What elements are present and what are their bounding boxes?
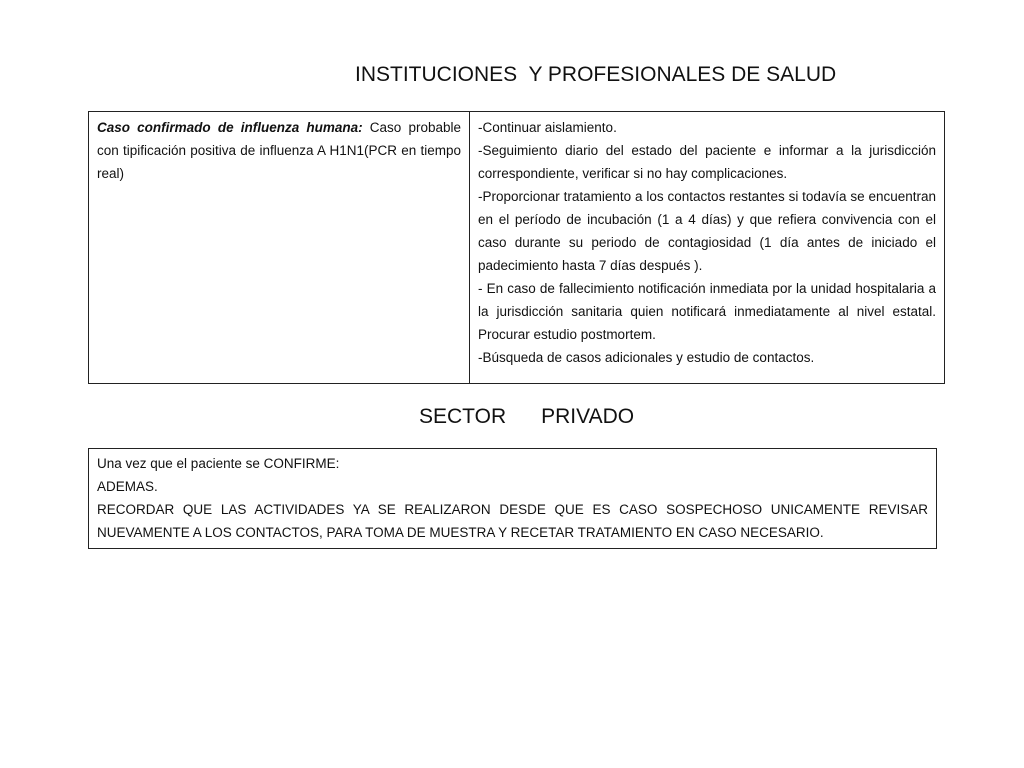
action-item: - En caso de fallecimiento notificación inmediata por la unidad hospitalaria a la jurisdicción sanitaria quien notificará inmediatamente al nivel estatal. Procurar estudio postmortem. — [478, 281, 936, 342]
table-row — [89, 112, 945, 384]
confirmed-case-table — [88, 111, 945, 384]
case-definition-term: Caso confirmado de influenza humana: — [97, 120, 363, 135]
page-title: INSTITUCIONES Y PROFESIONALES DE SALUD — [355, 63, 837, 86]
action-item: -Continuar aislamiento. — [478, 120, 617, 135]
action-item: -Búsqueda de casos adicionales y estudio de contactos. — [478, 350, 815, 365]
actions-cell — [470, 112, 945, 384]
private-line-2: ADEMAS. — [97, 479, 158, 494]
action-item: -Seguimiento diario del estado del paciente e informar a la jurisdicción correspondiente, verificar si no hay complicaciones. — [478, 143, 936, 181]
case-definition-cell — [89, 112, 470, 384]
action-item: -Proporcionar tratamiento a los contactos restantes si todavía se encuentran en el período de incubación (1 a 4 días) y que refiera convivencia con el caso durante su periodo de contagiosidad (1 día antes de iniciado el padecimiento hasta 7 días después ). — [478, 189, 936, 273]
section-heading-private: SECTOR PRIVADO — [419, 405, 635, 428]
private-line-1: Una vez que el paciente se CONFIRME: — [97, 456, 340, 471]
case-definition-text: Caso probable con tipificación positiva de influenza A H1N1(PCR en tiempo real) — [97, 120, 462, 181]
private-sector-box — [88, 448, 937, 549]
private-line-3: RECORDAR QUE LAS ACTIVIDADES YA SE REALIZARON DESDE QUE ES CASO SOSPECHOSO UNICAMENTE REVISAR NUEVAMENTE A LOS CONTACTOS, PARA TOMA DE MUESTRA Y RECETAR TRATAMIENTO EN CASO NECESARIO. — [97, 502, 928, 540]
